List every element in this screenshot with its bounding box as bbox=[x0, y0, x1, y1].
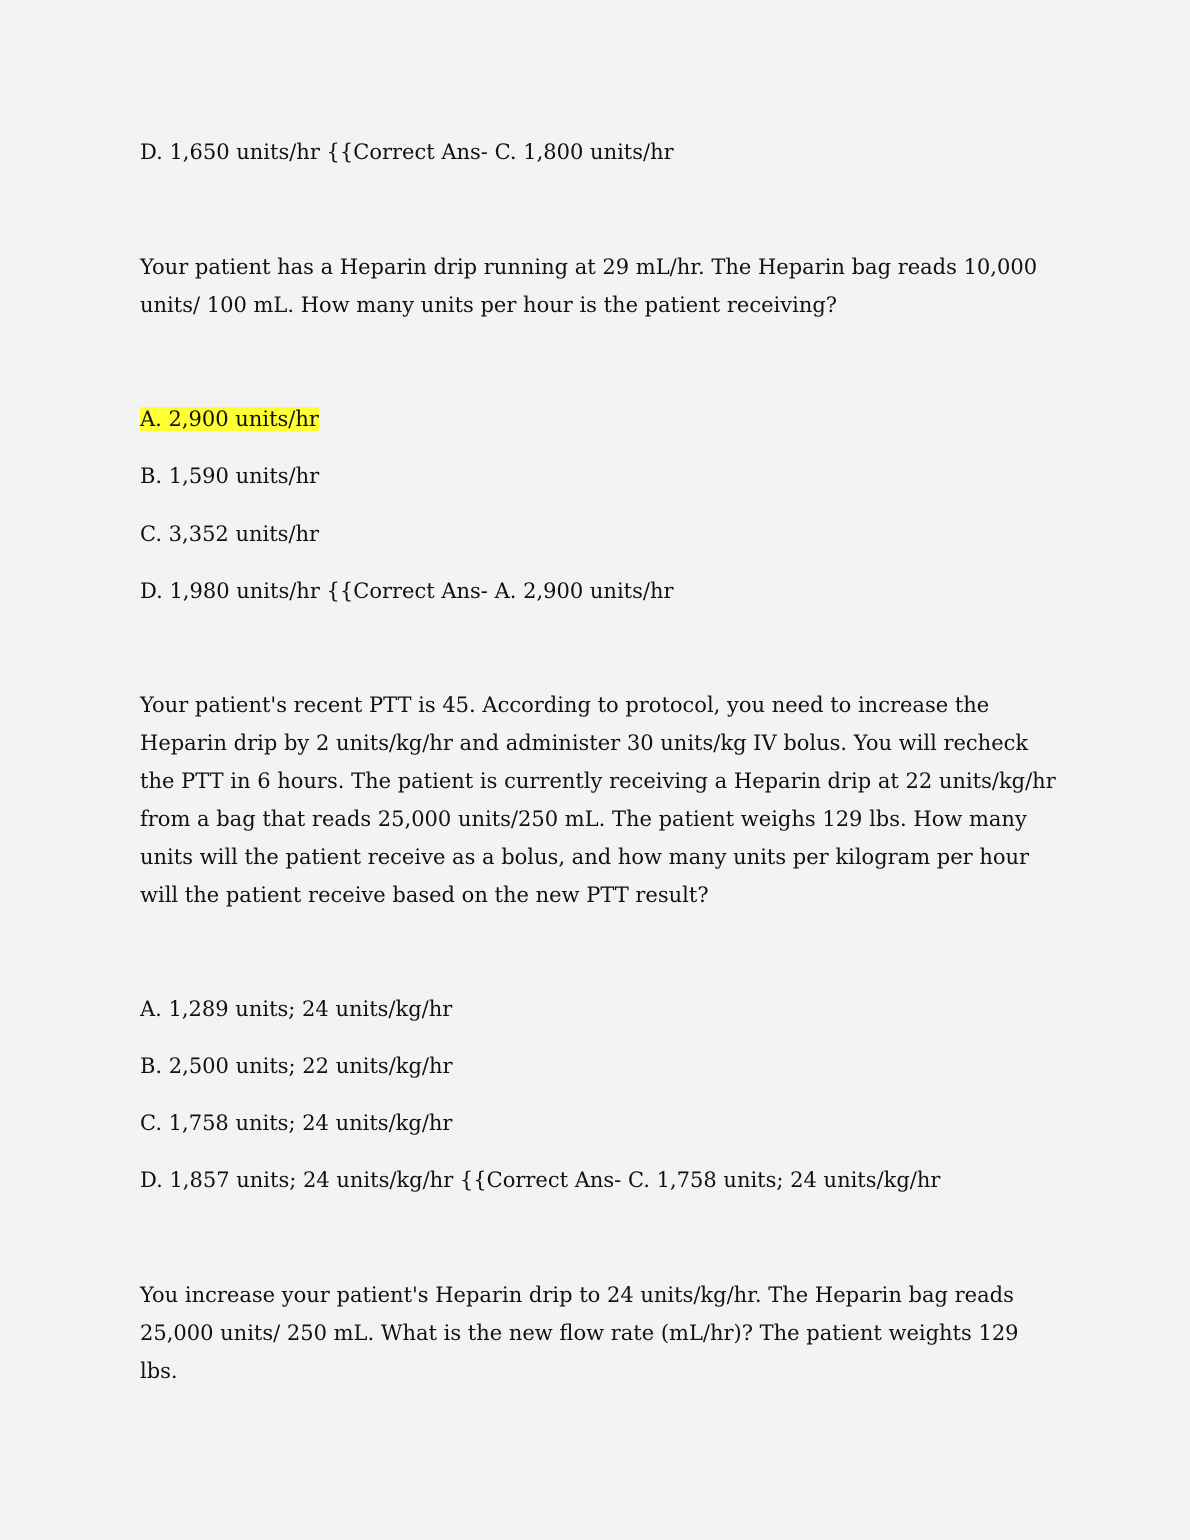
question-1-option-c: C. 3,352 units/hr bbox=[140, 522, 320, 546]
question-2-option-d: D. 1,857 units; 24 units/kg/hr {{Correct Ans- C. 1,758 units; 24 units/kg/hr bbox=[140, 1168, 941, 1192]
question-2-option-a: A. 1,289 units; 24 units/kg/hr bbox=[140, 997, 453, 1021]
question-1-option-d: D. 1,980 units/hr {{Correct Ans- A. 2,900 units/hr bbox=[140, 579, 674, 603]
question-2-stem: Your patient's recent PTT is 45. According to protocol, you need to increase the Heparin drip by 2 units/kg/hr and administer 30 units/kg IV bolus. You will recheck the PTT in 6 hours. The patient is currently receiving a Heparin drip at 22 units/kg/hr from a bag that reads 25,000 units/250 mL. The patient weighs 129 lbs. How many units will the patient receive as a bolus, and how many units per kilogram per hour will the patient receive based on the new PTT result? bbox=[140, 693, 1056, 907]
document-page bbox=[140, 0, 1060, 1540]
question-2-option-c: C. 1,758 units; 24 units/kg/hr bbox=[140, 1111, 453, 1135]
question-2-option-b: B. 2,500 units; 22 units/kg/hr bbox=[140, 1054, 453, 1078]
previous-option-d: D. 1,650 units/hr {{Correct Ans- C. 1,800 units/hr bbox=[140, 140, 674, 164]
question-1-option-a bbox=[140, 400, 319, 438]
question-1-stem: Your patient has a Heparin drip running at 29 mL/hr. The Heparin bag reads 10,000 units/ 100 mL. How many units per hour is the patient receiving? bbox=[140, 255, 1038, 317]
question-3-stem: You increase your patient's Heparin drip to 24 units/kg/hr. The Heparin bag reads 25,000 units/ 250 mL. What is the new flow rate (mL/hr)? The patient weights 129 lbs. bbox=[140, 1283, 1019, 1383]
highlighted-answer: A. 2,900 units/hr bbox=[140, 407, 319, 431]
question-1-option-b: B. 1,590 units/hr bbox=[140, 464, 320, 488]
